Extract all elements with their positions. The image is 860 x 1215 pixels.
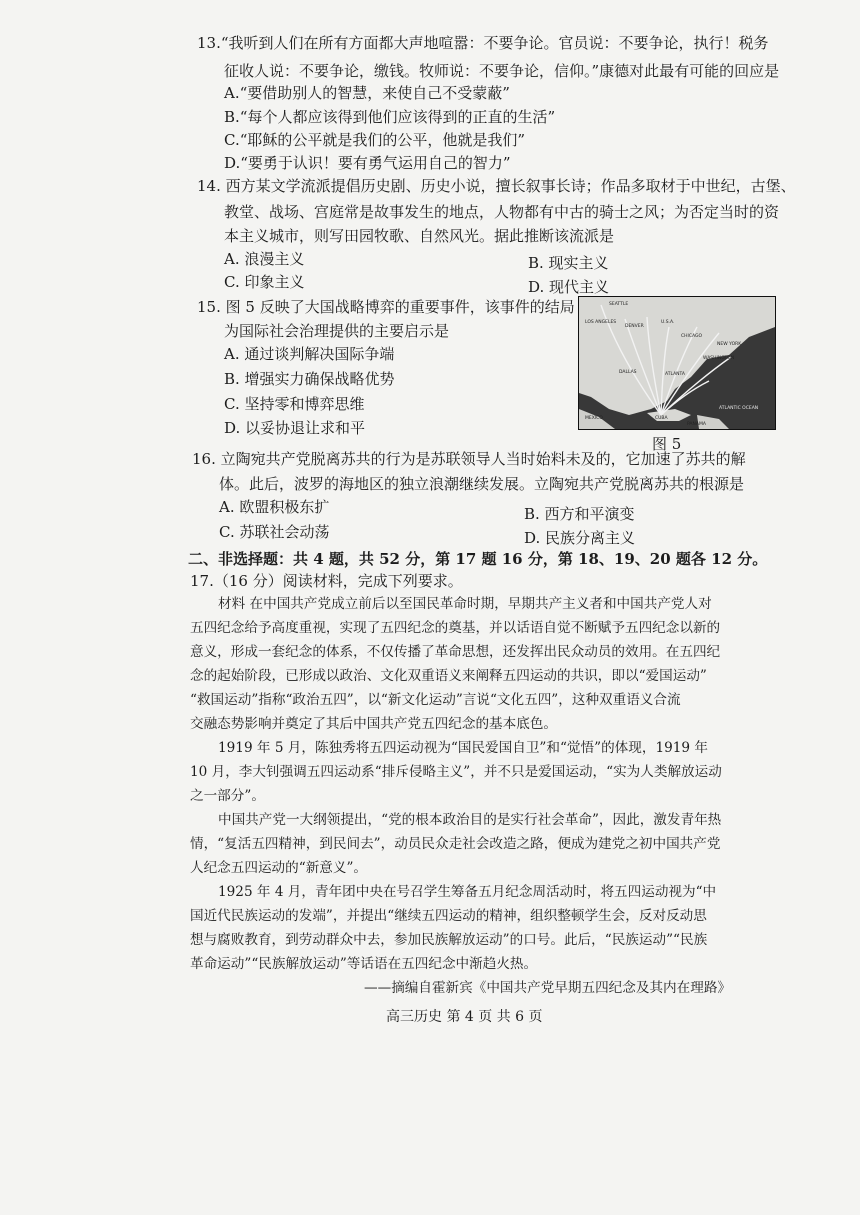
map-label-panama: PANAMA — [687, 422, 706, 427]
material-line: 10 月，李大钊强调五四运动系“排斥侵略主义”，并不只是爱国运动，“实为人类解放运动 — [190, 764, 722, 780]
map-label-atlanta: ATLANTA — [665, 372, 686, 377]
q14-option-a: A. 浪漫主义 — [224, 250, 305, 268]
figure-5-map — [578, 296, 776, 430]
q17-stem: 17.（16 分）阅读材料，完成下列要求。 — [190, 572, 463, 590]
material-line: 之一部分”。 — [190, 788, 265, 804]
material-source: ——摘编自霍新宾《中国共产党早期五四纪念及其内在理路》 — [364, 980, 732, 996]
q14-option-c: C. 印象主义 — [224, 273, 305, 291]
material-line: 想与腐败教育，到劳动群众中去，参加民族解放运动”的口号。此后，“民族运动”“民族 — [190, 932, 708, 948]
page-footer: 高三历史 第 4 页 共 6 页 — [386, 1009, 543, 1025]
material-line: 革命运动”“民族解放运动”等话语在五四纪念中渐趋火热。 — [190, 956, 538, 972]
map-label-los-angeles: LOS ANGELES — [585, 320, 617, 325]
material-line: 国近代民族运动的发端”，并提出“继续五四运动的精神，组织整顿学生会，反对反动思 — [190, 908, 707, 924]
q15-option-a: A. 通过谈判解决国际争端 — [224, 345, 395, 363]
q16-option-c: C. 苏联社会动荡 — [219, 523, 330, 541]
q14-option-d: D. 现代主义 — [528, 278, 610, 296]
q13-stem-line1: 13.“我听到人们在所有方面都大声地喧嚣：不要争论。官员说：不要争论，执行！税务 — [197, 34, 769, 52]
q16-option-a: A. 欧盟积极东扩 — [219, 498, 330, 516]
material-line: 五四纪念给予高度重视，实现了五四纪念的奠基，并以话语自觉不断赋予五四纪念以新的 — [190, 620, 721, 636]
map-label-cuba: CUBA — [655, 416, 668, 421]
material-line: 人纪念五四运动的“新意义”。 — [190, 860, 368, 876]
q15-stem-line1: 15. 图 5 反映了大国战略博弈的重要事件，该事件的结局 — [197, 298, 575, 316]
q14-option-b: B. 现实主义 — [528, 254, 609, 272]
map-label-usa: U.S.A. — [661, 320, 675, 325]
material-line: 情，“复活五四精神，到民间去”，动员民众走社会改造之路，便成为建党之初中国共产党 — [190, 836, 721, 852]
material-line: “救国运动”指称“政治五四”，以“新文化运动”言说“文化五四”，这种双重语义合流 — [190, 692, 681, 708]
material-line: 1919 年 5 月，陈独秀将五四运动视为“国民爱国自卫”和“觉悟”的体现，1919 年 — [218, 740, 708, 756]
q15-option-c: C. 坚持零和博弈思维 — [224, 395, 365, 413]
material-line: 意义，形成一套纪念的体系，不仅传播了革命思想，还发挥出民众动员的效用。在五四纪 — [190, 644, 721, 660]
q16-stem-line1: 16. 立陶宛共产党脱离苏共的行为是苏联领导人当时始料未及的，它加速了苏共的解 — [192, 450, 746, 468]
q16-stem-line2: 体。此后，波罗的海地区的独立浪潮继续发展。立陶宛共产党脱离苏共的根源是 — [219, 475, 745, 493]
q13-option-d: D.“要勇于认识！要有勇气运用自己的智力” — [224, 154, 511, 172]
section-2-heading: 二、非选择题：共 4 题，共 52 分，第 17 题 16 分，第 18、19、20 题各 12 分。 — [188, 550, 768, 568]
missile-range-map — [579, 297, 775, 429]
figure-5-caption: 图 5 — [652, 435, 682, 453]
map-label-seattle: SEATTLE — [609, 302, 629, 307]
material-line: 中国共产党一大纲领提出，“党的根本政治目的是实行社会革命”，因此，激发青年热 — [218, 812, 722, 828]
map-label-new-york: NEW YORK — [717, 342, 742, 347]
q13-option-b: B.“每个人都应该得到他们应该得到的正直的生活” — [224, 108, 556, 126]
map-label-washington: WASHINGTON — [703, 356, 735, 361]
map-label-atlantic: ATLANTIC OCEAN — [719, 406, 759, 411]
material-line: 交融态势影响并奠定了其后中国共产党五四纪念的基本底色。 — [190, 716, 558, 732]
q15-option-b: B. 增强实力确保战略优势 — [224, 370, 395, 388]
material-line: 材料 在中国共产党成立前后以至国民革命时期，早期共产主义者和中国共产党人对 — [218, 596, 712, 612]
q16-option-d: D. 民族分离主义 — [524, 529, 636, 547]
map-label-denver: DENVER — [625, 324, 644, 329]
map-label-chicago: CHICAGO — [681, 334, 703, 339]
q14-stem-line1: 14. 西方某文学流派提倡历史剧、历史小说，擅长叙事长诗；作品多取材于中世纪，古堡、 — [197, 177, 796, 195]
map-label-dallas: DALLAS — [619, 370, 637, 375]
q16-option-b: B. 西方和平演变 — [524, 505, 635, 523]
material-line: 念的起始阶段，已形成以政治、文化双重语义来阐释五四运动的共识，即以“爱国运动” — [190, 668, 707, 684]
q14-stem-line2: 教堂、战场、宫庭常是故事发生的地点，人物都有中古的骑士之风；为否定当时的资 — [224, 203, 780, 221]
q13-option-a: A.“要借助别人的智慧，来使自己不受蒙蔽” — [224, 84, 510, 102]
q13-stem-line2: 征收人说：不要争论，缴钱。牧师说：不要争论，信仰。”康德对此最有可能的回应是 — [224, 62, 780, 80]
q15-stem-line2: 为国际社会治理提供的主要启示是 — [224, 322, 450, 340]
q15-option-d: D. 以妥协退让求和平 — [224, 419, 366, 437]
material-line: 1925 年 4 月，青年团中央在号召学生筹备五月纪念周活动时，将五四运动视为“中 — [218, 884, 717, 900]
map-label-mexico: MEXICO — [585, 416, 603, 421]
q14-stem-line3: 本主义城市，则写田园牧歌、自然风光。据此推断该流派是 — [224, 227, 615, 245]
q13-option-c: C.“耶稣的公平就是我们的公平，他就是我们” — [224, 131, 526, 149]
